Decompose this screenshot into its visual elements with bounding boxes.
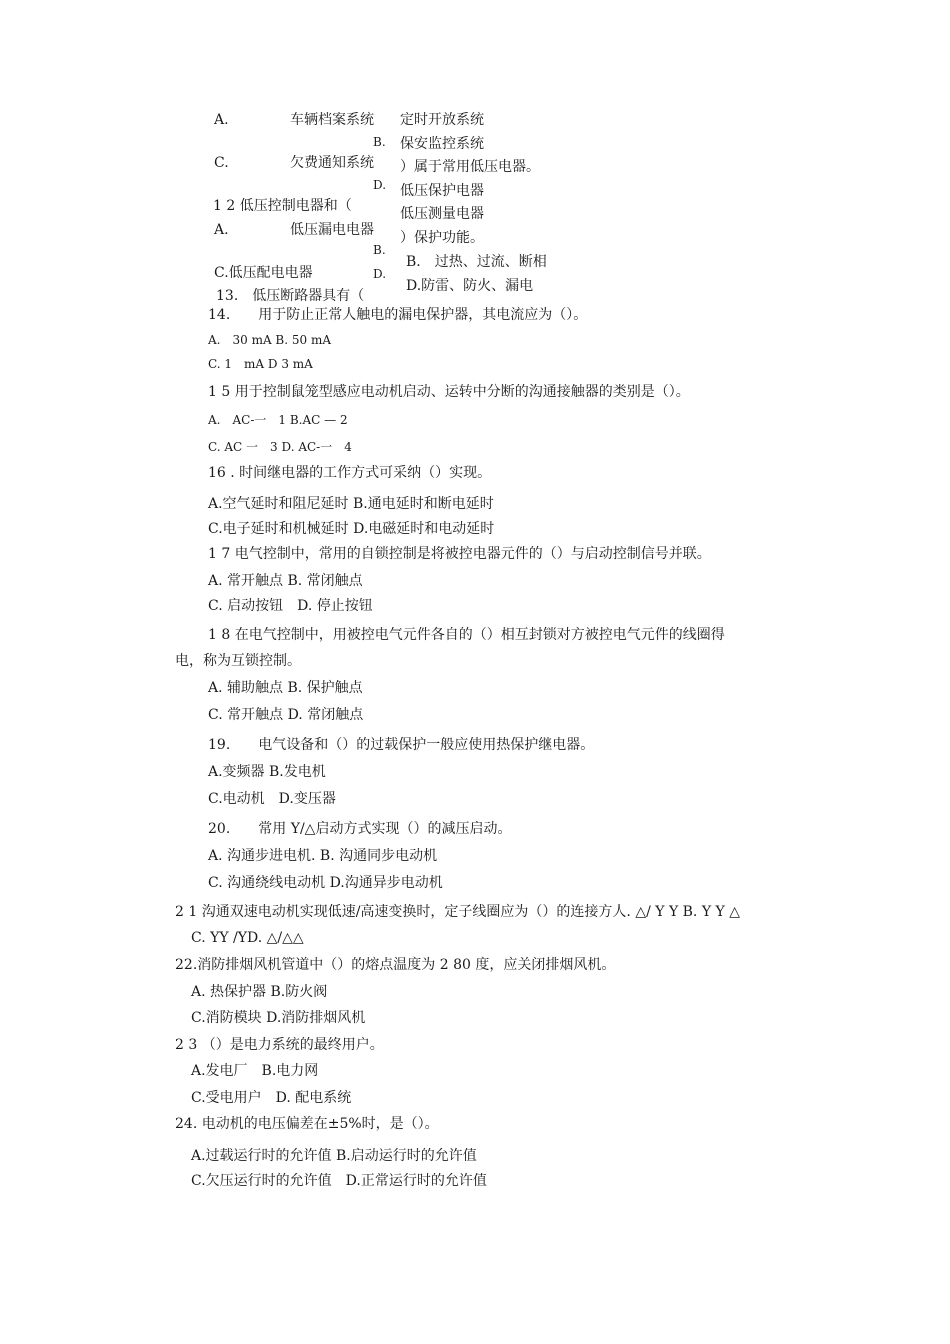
question-18-options-a: A. 辅助触点 B. 保护触点 [208,680,363,696]
option-text: C.低压配电电器 [214,265,313,281]
question-19: 19. 电气设备和（）的过载保护一般应使用热保护继电器。 [208,737,595,753]
question-23: 2 3 （）是电力系统的最终用户。 [175,1037,384,1053]
option-letter: B. [373,135,386,149]
option-text: 保安监控系统 [400,136,484,152]
question-16-options-c: C.电子延时和机械延时 D.电磁延时和电动延时 [208,521,495,537]
question-23-options-c: C.受电用户 D. 配电系统 [191,1090,352,1106]
question-14: 14. 用于防止正常人触电的漏电保护器，其电流应为（）。 [208,307,588,323]
option-letter: C. [214,155,229,171]
question-20-options-c: C. 沟通绕线电动机 D.沟通异步电动机 [208,875,443,891]
question-17-options-c: C. 启动按钮 D. 停止按钮 [208,598,373,614]
question-text: ）保护功能。 [400,230,484,246]
question-18-options-c: C. 常开触点 D. 常闭触点 [208,707,364,723]
question-text: 1 2 低压控制电器和（ [213,198,352,214]
question-21: 2 1 沟通双速电动机实现低速/高速变换时，定子线圈应为（）的连接方人. △/ Y Y B. Y Y △ [175,904,740,920]
question-19-options-a: A.变频器 B.发电机 [208,764,326,780]
option-text: 欠费通知系统 [290,155,374,171]
option-letter: D. [373,267,387,281]
question-22-options-c: C.消防模块 D.消防排烟风机 [191,1010,366,1026]
question-17: 1 7 电气控制中，常用的自锁控制是将被控电器元件的（）与启动控制信号并联。 [208,546,711,562]
option-text: 车辆档案系统 [290,112,374,128]
question-22-options-a: A. 热保护器 B.防火阀 [191,984,328,1000]
option-letter: B. [373,243,386,257]
question-23-options-a: A.发电厂 B.电力网 [191,1063,319,1079]
question-24-options-a: A.过载运行时的允许值 B.启动运行时的允许值 [191,1148,477,1164]
option-letter: A. [214,222,229,238]
option-letter: A. [214,112,229,128]
question-24-options-c: C.欠压运行时的允许值 D.正常运行时的允许值 [191,1173,487,1189]
option-text: 定时开放系统 [400,112,484,128]
question-16: 16 . 时间继电器的工作方式可采纳（）实现。 [208,465,492,481]
option-text: 低压保护电器 [400,183,484,199]
question-18-continued: 电，称为互锁控制。 [175,653,301,669]
question-19-options-c: C.电动机 D.变压器 [208,791,336,807]
question-14-options-a: A. 30 mA B. 50 mA [208,333,332,347]
option-text: 低压漏电电器 [290,222,374,238]
question-text: 13. 低压断路器具有（ [216,288,365,304]
question-20-options-a: A. 沟通步进电机. B. 沟通同步电动机 [208,848,438,864]
question-15-options-c: C. AC 一 3 D. AC-一 4 [208,440,352,454]
option-text: 低压测量电器 [400,206,484,222]
question-21-options-c: C. YY /YD. △/△△ [191,930,304,946]
option-text: B. 过热、过流、断相 [406,254,547,270]
question-15-options-a: A. AC-一 1 B.AC — 2 [208,413,348,427]
question-17-options-a: A. 常开触点 B. 常闭触点 [208,573,363,589]
question-24: 24. 电动机的电压偏差在±5%时，是（）。 [175,1116,439,1132]
question-15: 1 5 用于控制鼠笼型感应电动机启动、运转中分断的沟通接触器的类别是（）。 [208,384,690,400]
question-20: 20. 常用 Y/△启动方式实现（）的减压启动。 [208,821,512,837]
question-22: 22.消防排烟风机管道中（）的熔点温度为 2 80 度，应关闭排烟风机。 [175,957,616,973]
option-text: D.防雷、防火、漏电 [406,278,534,294]
question-16-options-a: A.空气延时和阻尼延时 B.通电延时和断电延时 [208,496,494,512]
option-letter: D. [373,178,387,192]
question-14-options-c: C. 1 mA D 3 mA [208,357,313,371]
question-18: 1 8 在电气控制中，用被控电气元件各自的（）相互封锁对方被控电气元件的线圈得 [208,627,725,643]
question-text: ）属于常用低压电器。 [400,159,540,175]
